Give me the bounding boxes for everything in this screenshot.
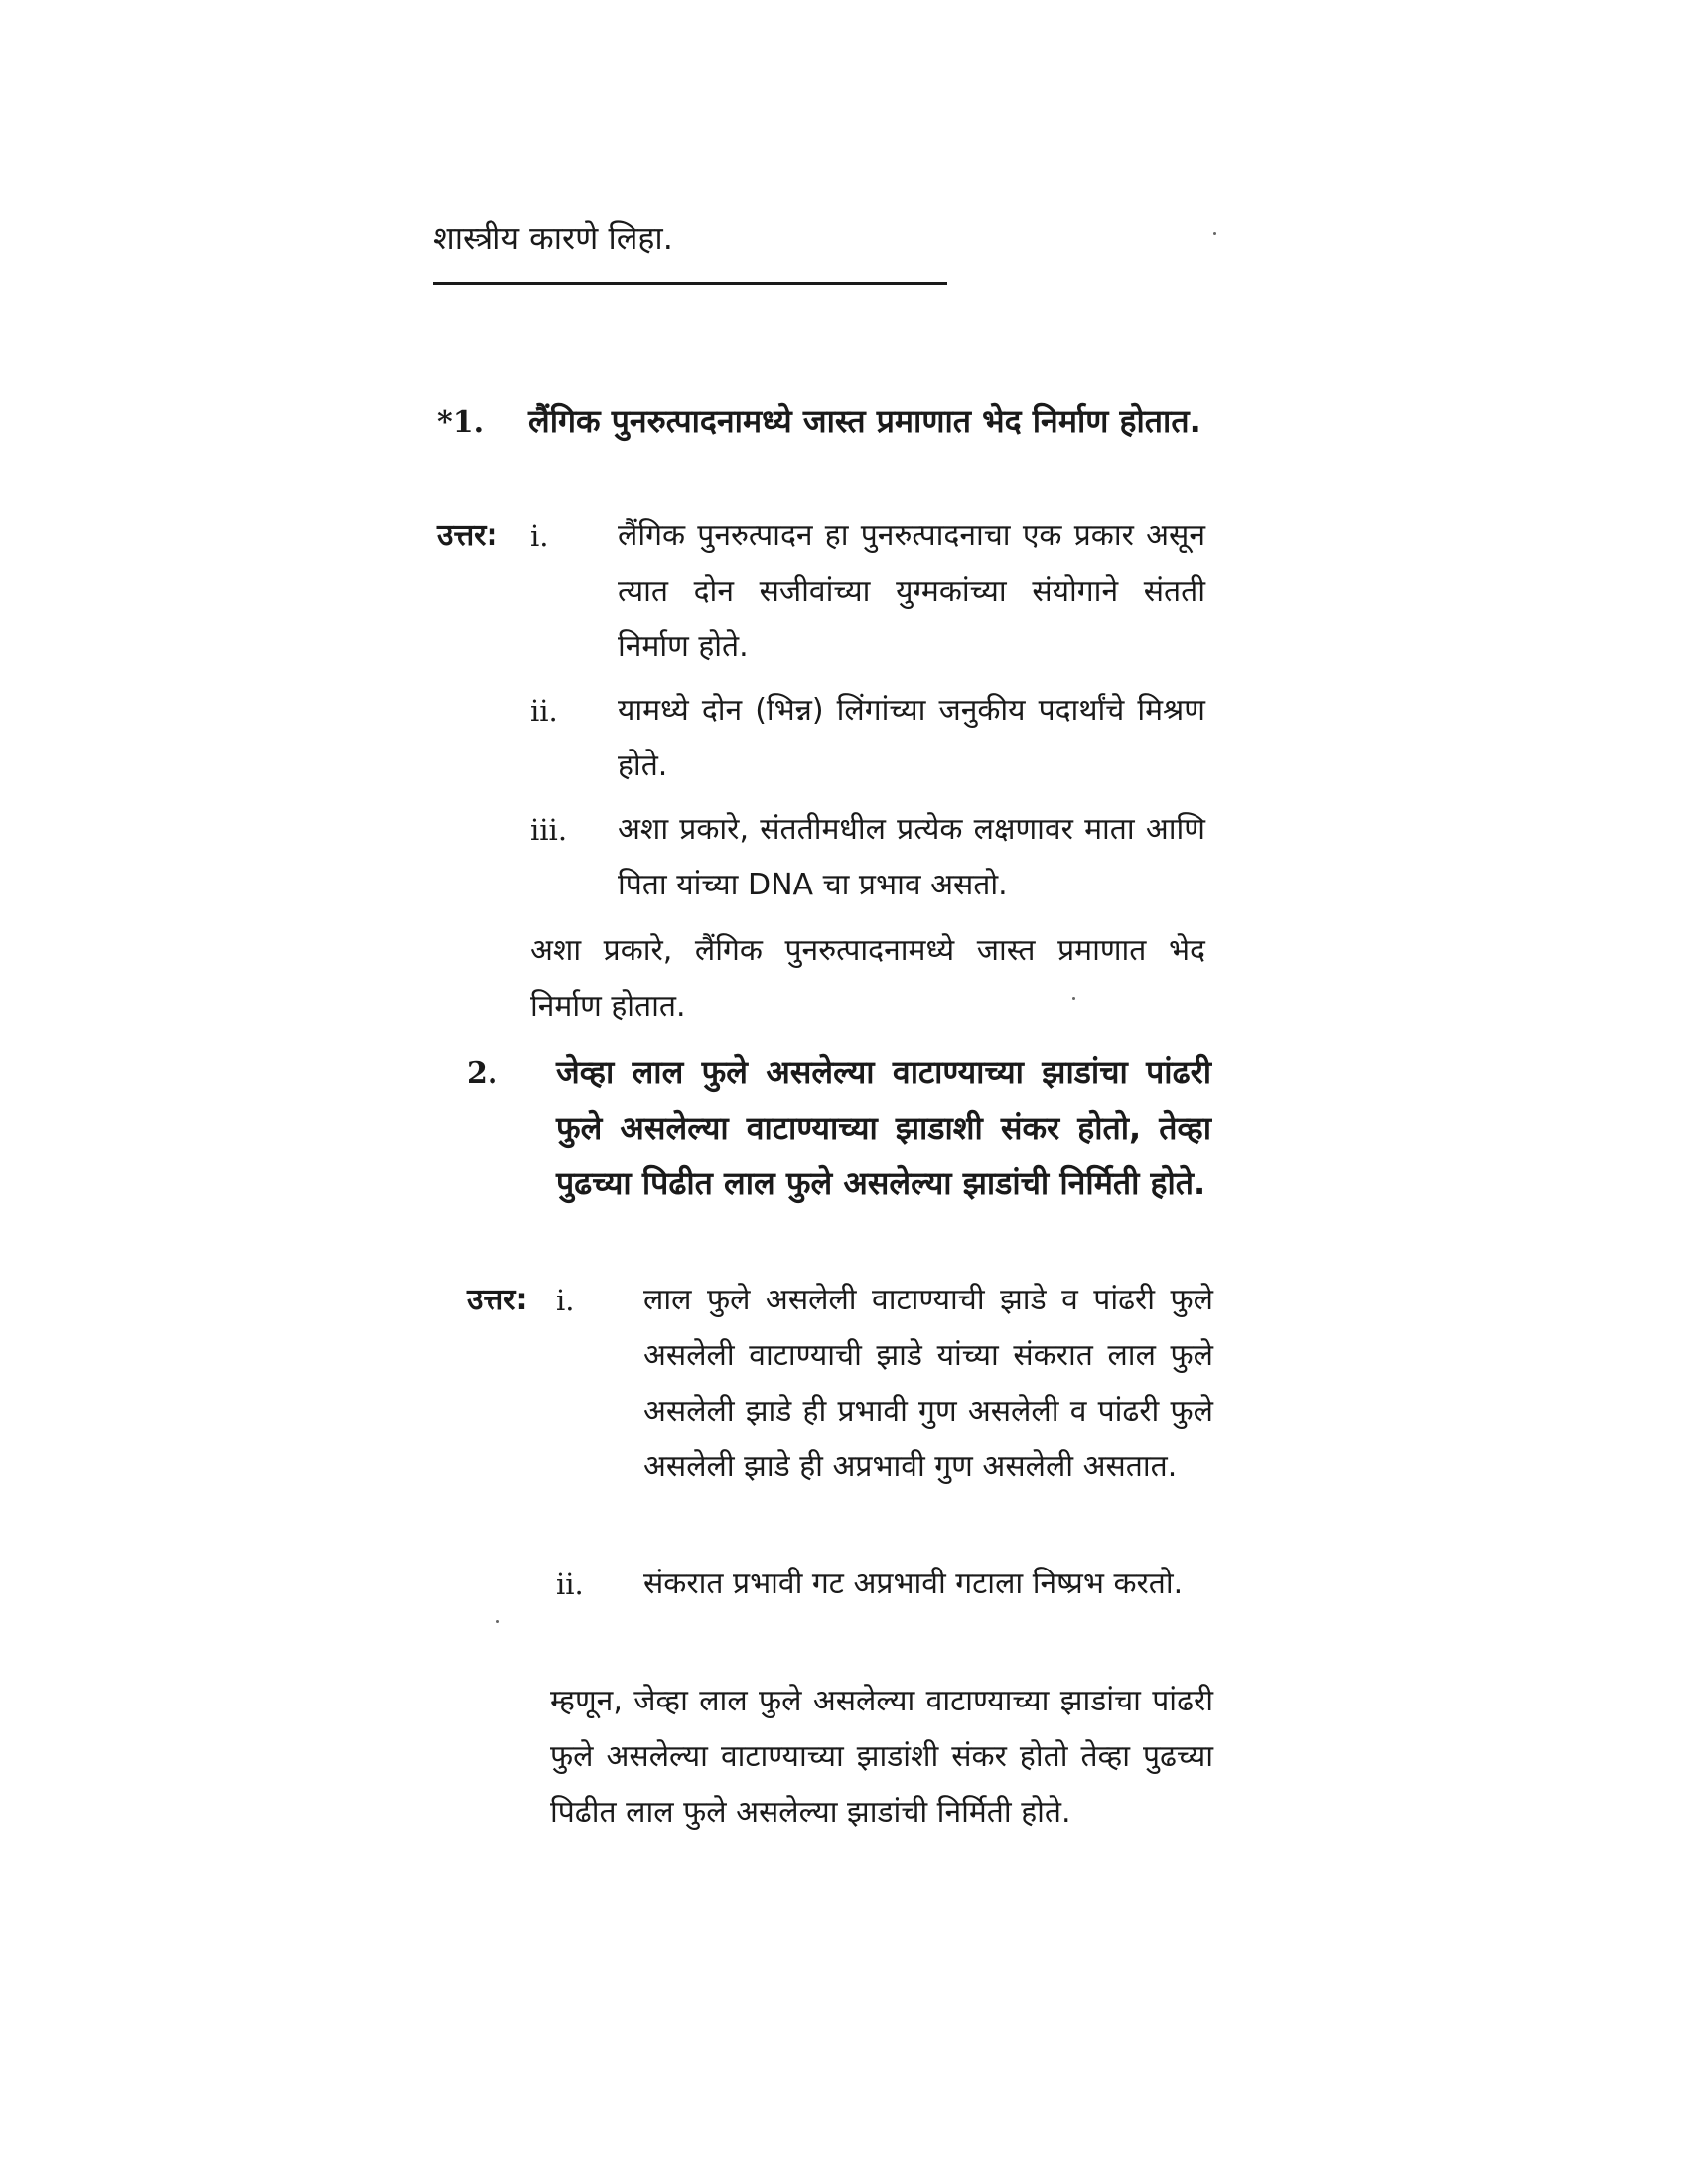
- question-number: 2.: [467, 1056, 498, 1091]
- answer-label: उत्तर:: [437, 518, 498, 553]
- question-text: लैंगिक पुनरुत्पादनामध्ये जास्त प्रमाणात भेद निर्माण होतात.: [528, 402, 1201, 440]
- scan-speck: [496, 1620, 499, 1623]
- point-marker: i.: [556, 1284, 575, 1317]
- question-number: *1.: [437, 405, 485, 440]
- answer-point: लैंगिक पुनरुत्पादन हा पुनरुत्पादनाचा एक प्रकार असून त्यात दोन सजीवांच्या युग्मकांच्या संयोगाने संतती निर्माण होते.: [618, 518, 1205, 664]
- question-text: जेव्हा लाल फुले असलेल्या वाटाण्याच्या झाडांचा पांढरी फुले असलेल्या वाटाण्याच्या झाडाशी संकर होतो, तेव्हा पुढच्या पिढीत लाल फुले असलेल्या झाडांची निर्मिती होते.: [556, 1053, 1211, 1202]
- scan-speck: [1213, 232, 1216, 235]
- point-marker: i.: [530, 519, 549, 553]
- answer-label: उत्तर:: [467, 1283, 528, 1317]
- answer-point: यामध्ये दोन (भिन्न) लिंगांच्या जनुकीय पदार्थांचे मिश्रण होते.: [618, 693, 1205, 783]
- answer-point: लाल फुले असलेली वाटाण्याची झाडे व पांढरी फुले असलेली वाटाण्याची झाडे यांच्या संकरात लाल फुले असलेली झाडे ही प्रभावी गुण असलेली व पांढरी फुले असलेली झाडे ही अप्रभावी गुण असलेली असतात.: [643, 1283, 1213, 1484]
- point-marker: iii.: [530, 813, 568, 847]
- point-marker: ii.: [556, 1568, 584, 1601]
- section-heading: शास्त्रीय कारणे लिहा.: [433, 219, 673, 257]
- answer-point: संकरात प्रभावी गट अप्रभावी गटाला निष्प्रभ करतो.: [643, 1567, 1184, 1601]
- scan-speck: [1072, 997, 1075, 1000]
- heading-underline: [433, 282, 947, 285]
- answer-conclusion: अशा प्रकारे, लैंगिक पुनरुत्पादनामध्ये जास्त प्रमाणात भेद निर्माण होतात.: [530, 933, 1205, 1024]
- answer-conclusion: म्हणून, जेव्हा लाल फुले असलेल्या वाटाण्याच्या झाडांचा पांढरी फुले असलेल्या वाटाण्याच्या झाडांशी संकर होतो तेव्हा पुढच्या पिढीत लाल फुले असलेल्या झाडांची निर्मिती होते.: [550, 1684, 1213, 1830]
- answer-point: अशा प्रकारे, संततीमधील प्रत्येक लक्षणावर माता आणि पिता यांच्या DNA चा प्रभाव असतो.: [618, 812, 1205, 902]
- point-marker: ii.: [530, 694, 558, 728]
